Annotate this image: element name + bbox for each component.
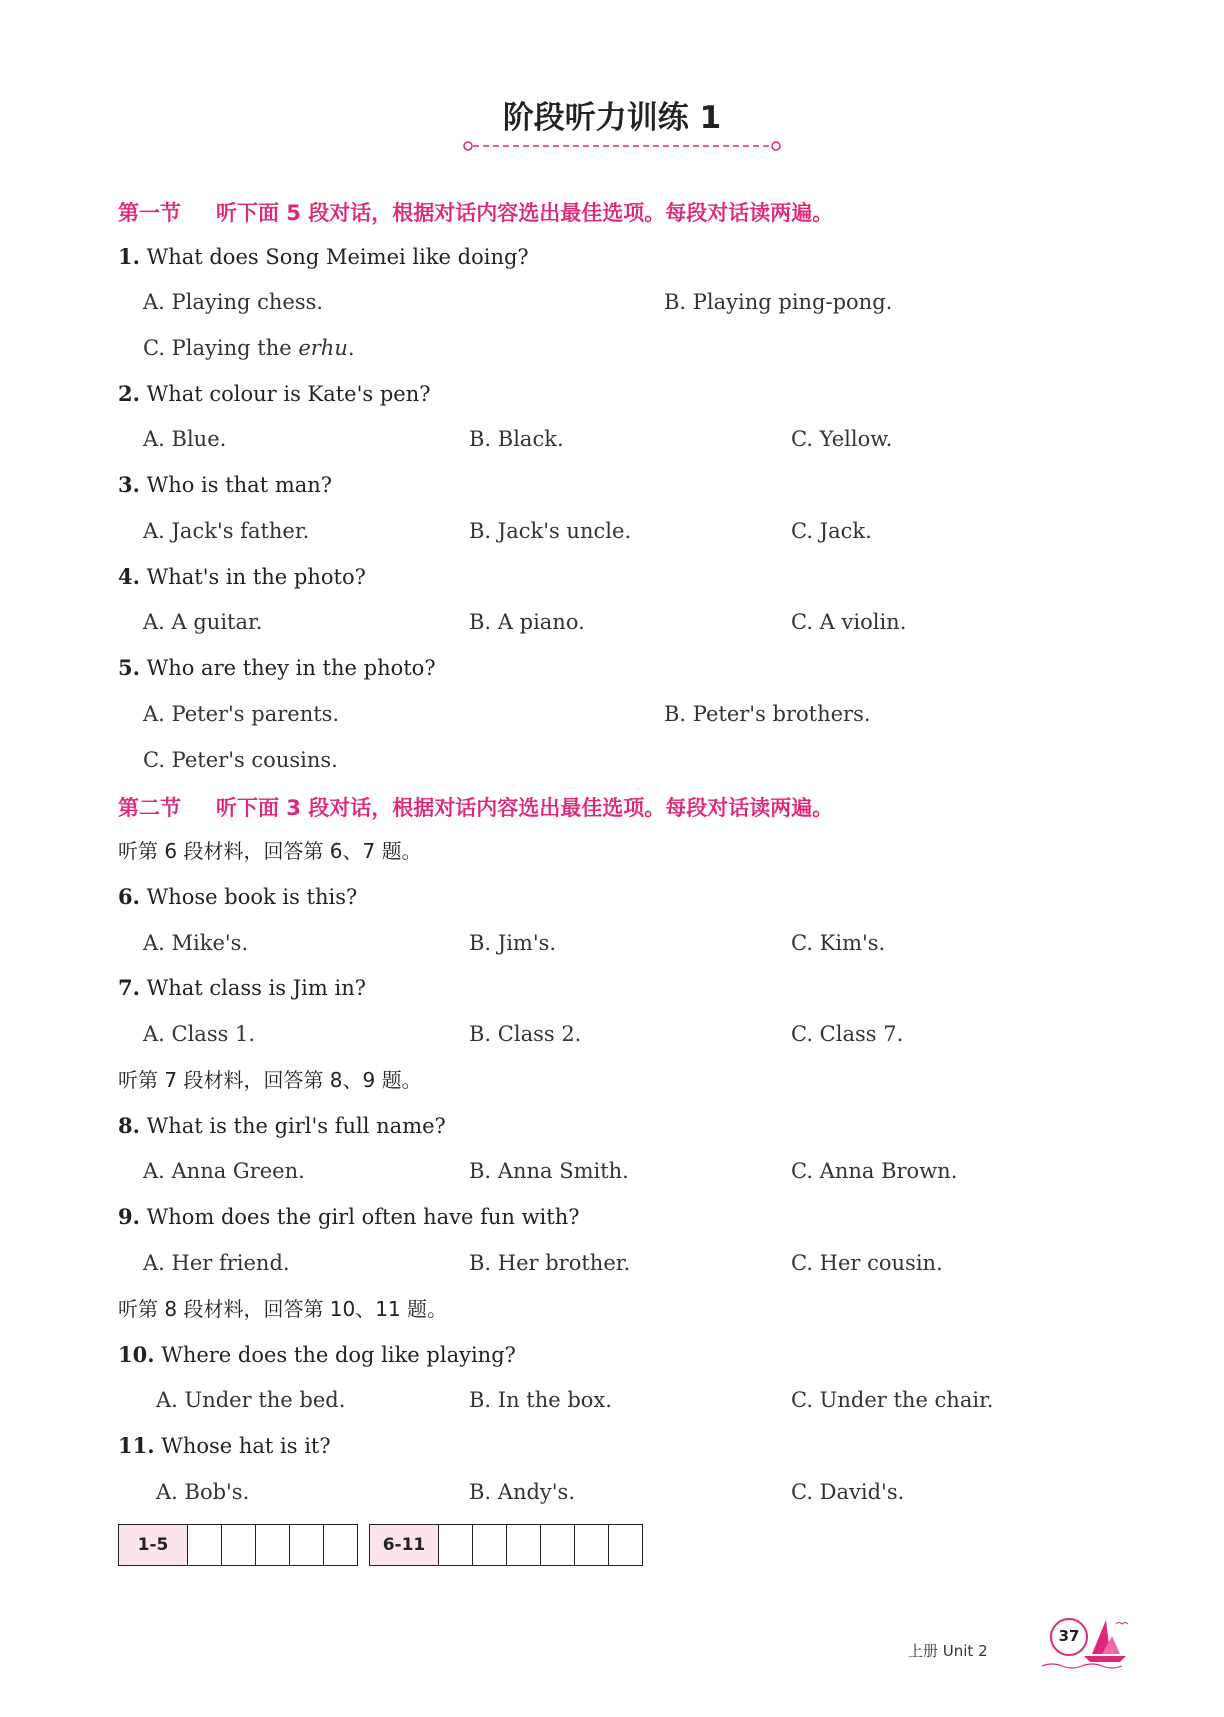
option-10a: A. Under the bed. bbox=[156, 1388, 346, 1412]
answer-cell[interactable] bbox=[439, 1525, 473, 1566]
question-number: 11. bbox=[118, 1433, 155, 1458]
option-8b: B. Anna Smith. bbox=[469, 1159, 629, 1183]
answer-cell[interactable] bbox=[324, 1525, 358, 1566]
option-8a: A. Anna Green. bbox=[143, 1159, 305, 1183]
question-text: What colour is Kate's pen? bbox=[146, 382, 431, 406]
option-5c: C. Peter's cousins. bbox=[143, 748, 338, 772]
answer-cell[interactable] bbox=[575, 1525, 609, 1566]
question-number: 4. bbox=[118, 564, 140, 589]
option-7a: A. Class 1. bbox=[143, 1022, 256, 1046]
question-4 bbox=[118, 564, 366, 590]
question-text: Whom does the girl often have fun with? bbox=[146, 1205, 580, 1229]
section-2-heading bbox=[118, 792, 833, 822]
question-11 bbox=[118, 1433, 331, 1459]
listening-note-3: 听第 8 段材料，回答第 10、11 题。 bbox=[118, 1297, 448, 1321]
question-number: 1. bbox=[118, 244, 140, 269]
section-1-label: 第一节 bbox=[118, 201, 181, 225]
answer-cell[interactable] bbox=[188, 1525, 222, 1566]
answer-cell[interactable] bbox=[541, 1525, 575, 1566]
question-text: What's in the photo? bbox=[146, 565, 366, 589]
section-1-heading bbox=[118, 197, 833, 227]
option-6b: B. Jim's. bbox=[469, 931, 557, 955]
option-6c: C. Kim's. bbox=[791, 931, 886, 955]
option-11b: B. Andy's. bbox=[469, 1480, 576, 1504]
question-7 bbox=[118, 975, 366, 1001]
option-1a: A. Playing chess. bbox=[143, 290, 324, 314]
option-1c bbox=[143, 335, 355, 361]
section-2-label: 第二节 bbox=[118, 796, 181, 820]
question-number: 5. bbox=[118, 655, 140, 680]
listening-note-1: 听第 6 段材料，回答第 6、7 题。 bbox=[118, 839, 422, 863]
option-8c: C. Anna Brown. bbox=[791, 1159, 958, 1183]
option-11a: A. Bob's. bbox=[156, 1480, 250, 1504]
question-8 bbox=[118, 1113, 446, 1139]
question-number: 2. bbox=[118, 381, 140, 406]
listening-note-2: 听第 7 段材料，回答第 8、9 题。 bbox=[118, 1068, 422, 1092]
answer-table-label: 1-5 bbox=[119, 1525, 188, 1566]
page-title: 阶段听力训练 1 bbox=[502, 100, 722, 136]
option-4b: B. A piano. bbox=[469, 610, 585, 634]
option-7c: C. Class 7. bbox=[791, 1022, 904, 1046]
option-9a: A. Her friend. bbox=[143, 1251, 290, 1275]
answer-cell[interactable] bbox=[222, 1525, 256, 1566]
option-3c: C. Jack. bbox=[791, 519, 872, 543]
option-7b: B. Class 2. bbox=[469, 1022, 582, 1046]
title-divider bbox=[462, 140, 782, 152]
option-1b: B. Playing ping-pong. bbox=[664, 290, 893, 314]
question-9 bbox=[118, 1204, 580, 1230]
question-number: 10. bbox=[118, 1342, 155, 1367]
page-number: 37 bbox=[1058, 1627, 1080, 1645]
answer-table-6-11 bbox=[369, 1524, 643, 1566]
answer-cell[interactable] bbox=[256, 1525, 290, 1566]
option-10c: C. Under the chair. bbox=[791, 1388, 994, 1412]
option-11c: C. David's. bbox=[791, 1480, 905, 1504]
question-text: What is the girl's full name? bbox=[146, 1114, 446, 1138]
section-1-instruction: 听下面 5 段对话，根据对话内容选出最佳选项。每段对话读两遍。 bbox=[216, 201, 834, 225]
option-2a: A. Blue. bbox=[143, 427, 227, 451]
question-1 bbox=[118, 244, 529, 270]
option-4c: C. A violin. bbox=[791, 610, 907, 634]
answer-cell[interactable] bbox=[609, 1525, 643, 1566]
section-2-instruction: 听下面 3 段对话，根据对话内容选出最佳选项。每段对话读两遍。 bbox=[216, 796, 834, 820]
option-6a: A. Mike's. bbox=[143, 931, 249, 955]
question-number: 7. bbox=[118, 975, 140, 1000]
option-1c-italic: erhu bbox=[298, 336, 348, 360]
answer-table-1-5 bbox=[118, 1524, 358, 1566]
answer-cell[interactable] bbox=[507, 1525, 541, 1566]
question-text: What class is Jim in? bbox=[146, 976, 366, 1000]
question-text: Who is that man? bbox=[146, 473, 333, 497]
answer-table-label: 6-11 bbox=[370, 1525, 439, 1566]
question-text: Where does the dog like playing? bbox=[161, 1343, 516, 1367]
option-10b: B. In the box. bbox=[469, 1388, 612, 1412]
question-text: Who are they in the photo? bbox=[146, 656, 436, 680]
option-9b: B. Her brother. bbox=[469, 1251, 631, 1275]
question-6 bbox=[118, 884, 357, 910]
question-number: 3. bbox=[118, 472, 140, 497]
footer-unit-label: 上册 Unit 2 bbox=[908, 1642, 988, 1660]
option-5a: A. Peter's parents. bbox=[143, 702, 340, 726]
option-1c-prefix: C. Playing the bbox=[143, 336, 299, 360]
answer-cell[interactable] bbox=[290, 1525, 324, 1566]
question-2 bbox=[118, 381, 431, 407]
option-5b: B. Peter's brothers. bbox=[664, 702, 871, 726]
option-1c-suffix: . bbox=[347, 336, 355, 360]
question-text: What does Song Meimei like doing? bbox=[146, 245, 529, 269]
option-2c: C. Yellow. bbox=[791, 427, 893, 451]
option-4a: A. A guitar. bbox=[143, 610, 263, 634]
answer-cell[interactable] bbox=[473, 1525, 507, 1566]
question-number: 6. bbox=[118, 884, 140, 909]
question-3 bbox=[118, 472, 332, 498]
question-text: Whose hat is it? bbox=[161, 1434, 331, 1458]
question-10 bbox=[118, 1342, 516, 1368]
option-9c: C. Her cousin. bbox=[791, 1251, 943, 1275]
question-text: Whose book is this? bbox=[146, 885, 358, 909]
sailboat-page-badge-icon bbox=[1040, 1610, 1130, 1670]
question-number: 9. bbox=[118, 1204, 140, 1229]
question-5 bbox=[118, 655, 436, 681]
question-number: 8. bbox=[118, 1113, 140, 1138]
option-2b: B. Black. bbox=[469, 427, 564, 451]
option-3b: B. Jack's uncle. bbox=[469, 519, 632, 543]
option-3a: A. Jack's father. bbox=[143, 519, 310, 543]
